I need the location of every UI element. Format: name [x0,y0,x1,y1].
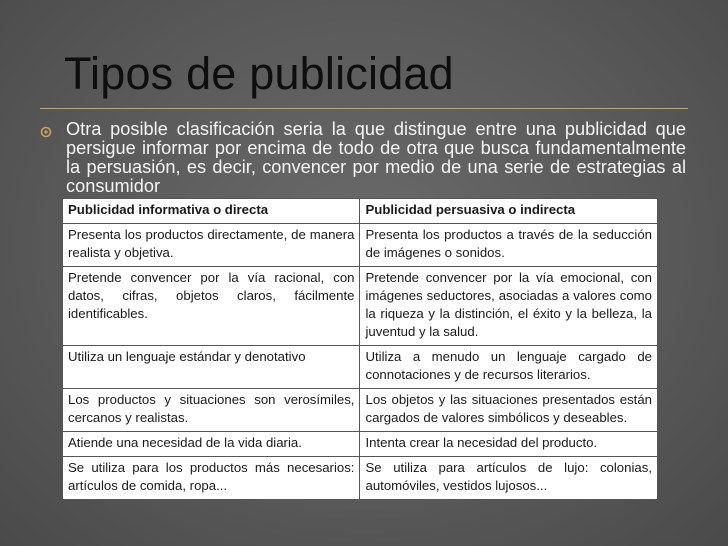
table-row [63,224,658,267]
table-row [63,457,658,500]
table-cell: Presenta los productos directamente, de manera realista y objetiva. [63,224,360,267]
table-cell: Atiende una necesidad de la vida diaria. [63,432,360,457]
table-header-row [63,199,658,224]
table-row [63,432,658,457]
table-cell: Presenta los productos a través de la seducción de imágenes o sonidos. [360,224,658,267]
table-cell: Pretende convencer por la vía racional, con datos, cifras, objetos claros, fácilmente identificables. [63,267,360,346]
table-cell: Intenta crear la necesidad del producto. [360,432,658,457]
title-divider [40,108,688,109]
table-cell: Utiliza un lenguaje estándar y denotativo [63,346,360,389]
table-row [63,346,658,389]
table-row [63,267,658,346]
table-cell: Se utiliza para los productos más necesarios: artículos de comida, ropa... [63,457,360,500]
header-informativa: Publicidad informativa o directa [63,199,360,224]
comparison-table [62,198,658,500]
table-cell: Los productos y situaciones son verosímiles, cercanos y realistas. [63,389,360,432]
slide-title: Tipos de publicidad [64,48,454,99]
table-cell: Pretende convencer por la vía emocional, con imágenes seductores, asociadas a valores como la riqueza y la distinción, el éxito y la belleza, la juventud y la salud. [360,267,658,346]
bullet-ring-icon [40,126,52,138]
bullet-text: Otra posible clasificación seria la que distingue entre una publicidad que persigue informar por encima de todo de otra que busca fundamentalmente la persuasión, es decir, convencer por medio de una serie de estrategias al consumidor [66,119,686,196]
table-row [63,389,658,432]
table-cell: Los objetos y las situaciones presentados están cargados de valores simbólicos y deseables. [360,389,658,432]
table-cell: Se utiliza para artículos de lujo: colonias, automóviles, vestidos lujosos... [360,457,658,500]
table-cell: Utiliza a menudo un lenguaje cargado de connotaciones y de recursos literarios. [360,346,658,389]
header-persuasiva: Publicidad persuasiva o indirecta [360,199,658,224]
